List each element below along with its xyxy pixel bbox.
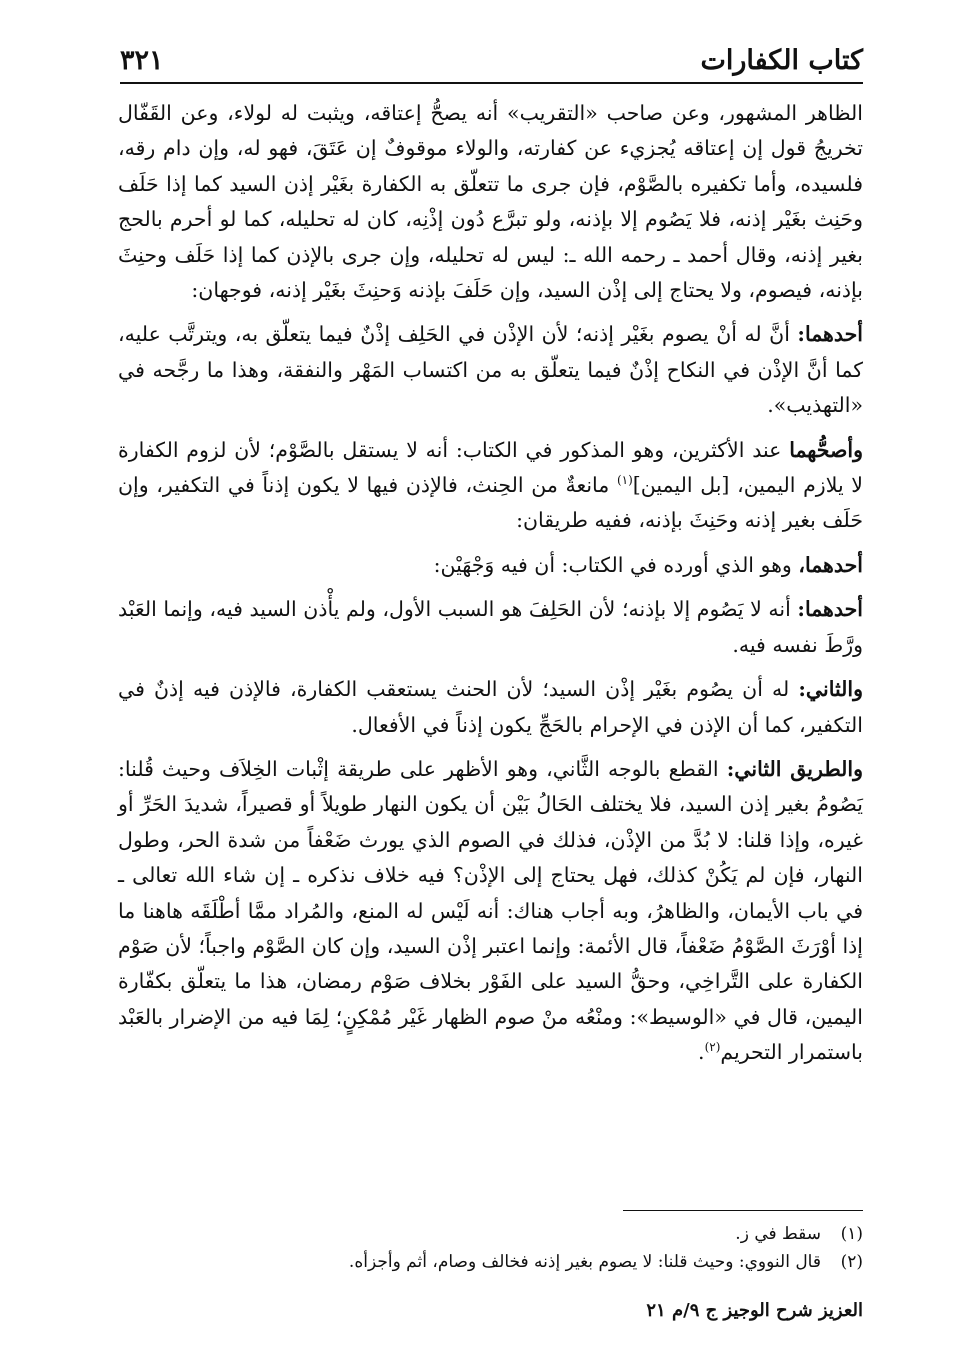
paragraph-text: مانعةٌ من الحِنث، فالإذن فيها لا يكون إذناً في التكفير، وإن حَلَف بغير إذنه وحَنِثَ بإذنه، ففيه طريقان: (118, 473, 863, 533)
paragraph-1 (118, 96, 863, 308)
paragraph-text: أنه لا يَصُوم إلا بإذنه؛ لأن الحَلِفَ هو السبب الأول، ولم يأْذن السيد فيه، وإنما العَبْد ورَّطَ نفسه فيه. (118, 597, 863, 657)
footnote-text: سقط في ز. (735, 1224, 821, 1244)
running-title: كتاب الكفارات (700, 45, 863, 76)
paragraph-text: القطع بالوجه الثَّاني، وهو الأظهر على طريقة إثْبات الخِلاَف وحيث قُلنا: يَصُومُ بغير إذن السيد، فلا يختلف الحَالُ بَيْن أن يكون النهار طويلاً أو قصيراً، شديدَ الحَرِّ أو غيره، وإذا قلنا: لا بُدَّ من الإذْن، فذلك في الصوم الذي يورث ضَعْفاً من شدة الحر، وطول النهار، فإن لم يَكُنْ كذلك، فهل يحتاج إلى الإذْن؟ فيه خلاف نذكره ـ إن شاء الله تعالى ـ في باب الأيمان، والظاهرُ، وبه أجاب هناك: أنه لَيْس له المنع، والمُراد ممَّا أطْلَقَه هاهنا ما إذا أوْرَثَ الصَّوْمُ ضَعْفاً، قال الأئمة: وإنما اعتبر إذْن السيد، وإن كان الصَّوْم واجباً؛ لأن صَوْم الكفارة على التَّراخِي، وحقُّ السيد على الفَوْر بخلاف صَوْم رمضان، هذا ما يتعلّق بكفّارة اليمين، قال في «الوسيط»: ومنْعُه منْ صوم الظهار غَيْر مُمْكِنٍ؛ لِمَا فيه من الإضرار بالعَبْد باستمرار التحريم (118, 756, 863, 1065)
paragraph-lead: والطريق الثاني: (726, 756, 863, 781)
page-number: ٣٢١ (120, 45, 164, 76)
paragraph-6 (118, 672, 863, 743)
footnote-divider (623, 1210, 863, 1211)
footnote-text: قال النووي: وحيث قلنا: لا يصوم بغير إذنه فخالف وصام، أثم وأجزأه. (348, 1252, 821, 1272)
paragraph-lead: أحدهما: (797, 322, 863, 347)
paragraph-text: أنَّ له أنْ يصوم بغَيْر إذنه؛ لأن الإذْن في الحَلِف إذْنٌ فيما يتعلّق به، ويترتَّب عليه، كما أنَّ الإذْن في النكاح إذْنٌ فيما يتعلّق به من اكتساب المَهْر والنفقة، وهذا ما رجَّحه في «التهذيب». (118, 322, 863, 418)
paragraph-7 (118, 752, 863, 1071)
paragraph-lead: وأصحُّهما (789, 437, 863, 462)
footnote-1 (118, 1220, 863, 1248)
footnote-number: (١) (840, 1224, 863, 1244)
paragraph-lead: أحدهما: (797, 597, 863, 622)
paragraph-text: . (698, 1040, 705, 1065)
page-header (120, 28, 863, 84)
paragraph-text: الظاهر المشهور، وعن صاحب «التقريب» أنه يصحُّ إعتاقه، ويثبت له لولاء، وعن القَفّال تخريجُ قول إن إعتاقه يُجزيء عن كفارته، والولاء موقوفٌ إن عَتَقَ، فهو له، وإن دام رقه، فلسيده، وأما تكفيره بالصَّوْم، فإن جرى ما تتعلّق به الكفارة بغَيْر إذن السيد كما إذا حَلَف وحَنِث بغَيْر إذنه، فلا يَصُوم إلا بإذنه، ولو تبرَّع دُون إذْنِه، كان له تحليله، كما لو أحرم بالحج بغير إذنه، وقال أحمد ـ رحمه الله ـ: ليس له تحليله، وإن جرى بالإذن كما إذا حَلَف وحنِثَ بإذنه، فيصوم، ولا يحتاج إلى إذْن السيد، وإن حَلَفَ بإذنه وَحنِثَ بغَيْر إذنه، فوجهان: (118, 101, 863, 303)
page-signature: العزيز شرح الوجيز ج ٩/م ٢١ (646, 1300, 863, 1321)
paragraph-3 (118, 433, 863, 539)
footnote-ref-1[interactable]: (١) (616, 473, 633, 488)
main-text (118, 96, 863, 1080)
paragraph-text: عند الأكثرين، وهو المذكور في الكتاب: أنه لا يستقل بالصَّوْم؛ لأن لزوم الكفارة لا يلازم اليمين، [بل اليمين] (118, 437, 863, 498)
paragraph-text: له أن يصُوم بغَيْر إذْن السيد؛ لأن الحنث يستعقب الكفارة، فالإذن فيه إذنٌ في التكفير، كما أن الإذن في الإحرام بالحَجِّ يكون إذناً في الأفعال. (118, 677, 863, 737)
paragraph-lead: أحدهما، (798, 552, 863, 577)
footnotes (118, 1220, 863, 1276)
footnote-ref-2[interactable]: (٢) (704, 1040, 721, 1055)
footnote-2 (118, 1248, 863, 1276)
paragraph-lead: والثاني: (798, 677, 863, 702)
paragraph-4 (118, 548, 863, 583)
paragraph-5 (118, 592, 863, 663)
paragraph-2 (118, 317, 863, 423)
paragraph-text: وهو الذي أورده في الكتاب: أن فيه وَجْهَيْن: (433, 552, 799, 577)
footnote-number: (٢) (840, 1252, 863, 1272)
